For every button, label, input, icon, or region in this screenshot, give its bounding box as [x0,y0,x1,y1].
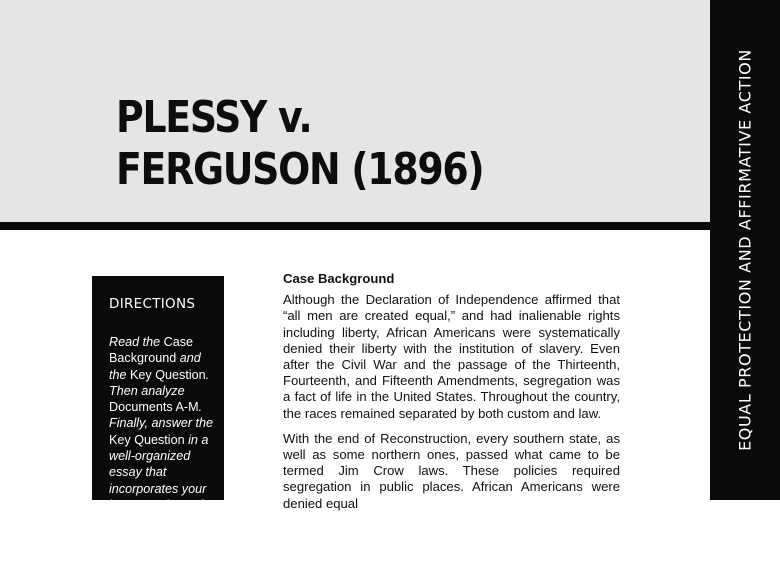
directions-segment: . Finally, answer the [109,400,214,431]
directions-body [109,334,214,578]
case-background-article [283,271,620,521]
directions-segment: Documents A-M, [109,514,203,529]
case-background-heading: Case Background [283,271,395,286]
directions-segment: Read the [109,335,164,349]
side-tab-label: EQUAL PROTECTION AND AFFIRMATIVE ACTION [735,49,755,451]
directions-segment: as well as your own knowledge of history. [109,530,210,578]
directions-segment: and the [109,351,201,382]
directions-segment: Key Question [130,367,206,382]
page-title-line-1: PLESSY v. [116,92,312,143]
directions-segment: Key Question [109,432,185,447]
directions-segment: . Then analyze [109,367,210,398]
directions-heading: DIRECTIONS [109,296,196,312]
page-title-line-2: FERGUSON (1896) [116,144,484,195]
directions-segment: in a well-organized essay that incorporates your interpretations of [109,432,209,512]
page-title [116,92,483,196]
directions-segment: Documents A-M [109,400,199,415]
directions-box [92,276,224,578]
case-background-paragraph-1: Although the Declaration of Independence affirmed that “all men are created equal,” and had inalienable rights including liberty, African Americans were systematically denied their liberty with the institution of slavery. Even after the Civil War and the passage of the Thirteenth, Fourteenth, and Fifteenth Amendments, segregation was a fact of life in the United States. Throughout the country, the races remained separated by both custom and law. [283,292,620,421]
header-rule [0,222,710,230]
directions-segment: Case Background [109,335,194,366]
case-background-paragraph-2: With the end of Reconstruction, every southern state, as well as some northern ones, passed what came to be termed Jim Crow laws. These policies required segregation in public places. African Americans were denied equal [283,430,620,511]
